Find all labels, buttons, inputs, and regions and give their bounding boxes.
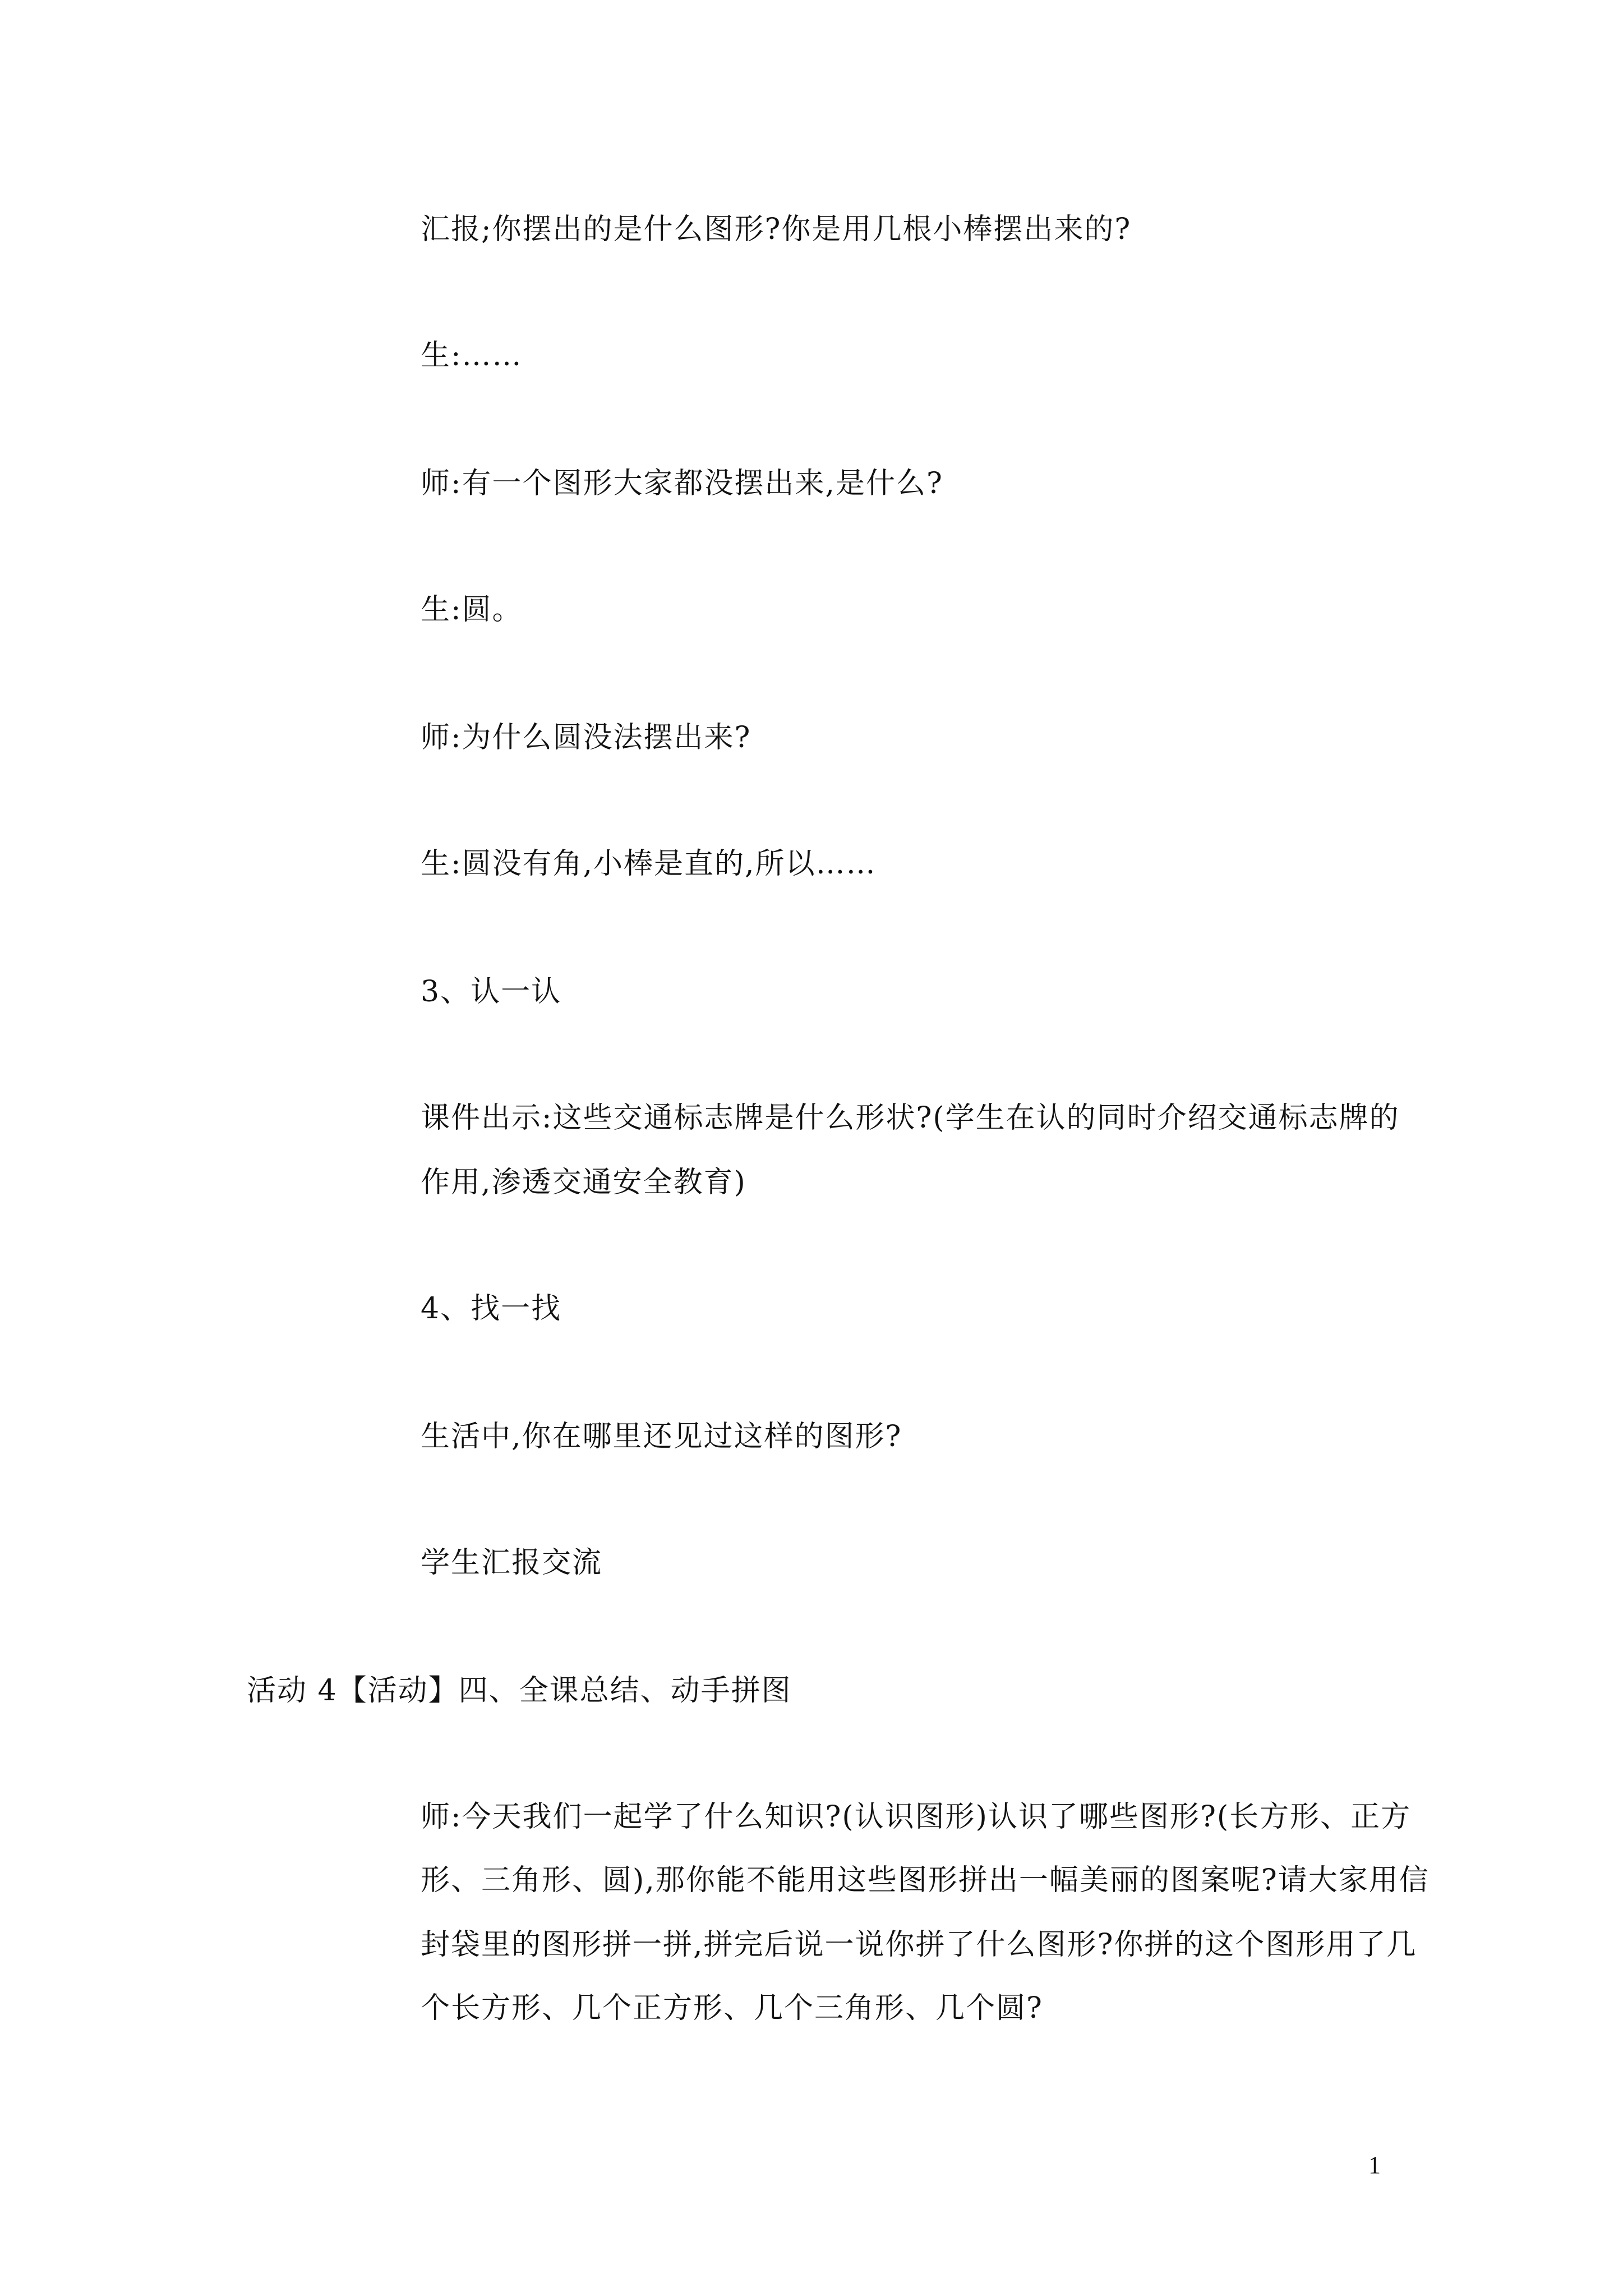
paragraph-courseware-line-2: 作用,渗透交通安全教育) bbox=[421, 1166, 746, 1199]
section-heading-recognize: 3、认一认 bbox=[421, 975, 562, 1009]
paragraph-summary-line-1: 师:今天我们一起学了什么知识?(认识图形)认识了哪些图形?(长方形、正方 bbox=[421, 1800, 1412, 1834]
paragraph-summary-line-2: 形、三角形、圆),那你能不能用这些图形拼出一幅美丽的图案呢?请大家用信 bbox=[421, 1864, 1430, 1897]
paragraph-student-answer-2: 生:圆。 bbox=[421, 593, 523, 627]
paragraph-student-answer-3: 生:圆没有角,小棒是直的,所以…… bbox=[421, 847, 877, 881]
paragraph-summary-line-3: 封袋里的图形拼一拼,拼完后说一说你拼了什么图形?你拼的这个图形用了几 bbox=[421, 1928, 1417, 1962]
paragraph-student-answer-1: 生:…… bbox=[421, 339, 523, 372]
paragraph-teacher-question-1: 师:有一个图形大家都没摆出来,是什么? bbox=[421, 467, 943, 500]
page-number: 1 bbox=[1368, 2151, 1381, 2179]
paragraph-life-question: 生活中,你在哪里还见过这样的图形? bbox=[421, 1420, 902, 1453]
paragraph-teacher-question-2: 师:为什么圆没法摆出来? bbox=[421, 721, 751, 754]
paragraph-courseware-line-1: 课件出示:这些交通标志牌是什么形状?(学生在认的同时介绍交通标志牌的 bbox=[421, 1101, 1400, 1135]
paragraph-student-report: 学生汇报交流 bbox=[421, 1546, 603, 1580]
paragraph-summary-line-4: 个长方形、几个正方形、几个三角形、几个圆? bbox=[421, 1991, 1043, 2025]
activity-heading: 活动 4【活动】四、全课总结、动手拼图 bbox=[247, 1674, 792, 1708]
section-heading-find: 4、找一找 bbox=[421, 1292, 562, 1326]
paragraph-report-question: 汇报;你摆出的是什么图形?你是用几根小棒摆出来的? bbox=[421, 213, 1132, 246]
